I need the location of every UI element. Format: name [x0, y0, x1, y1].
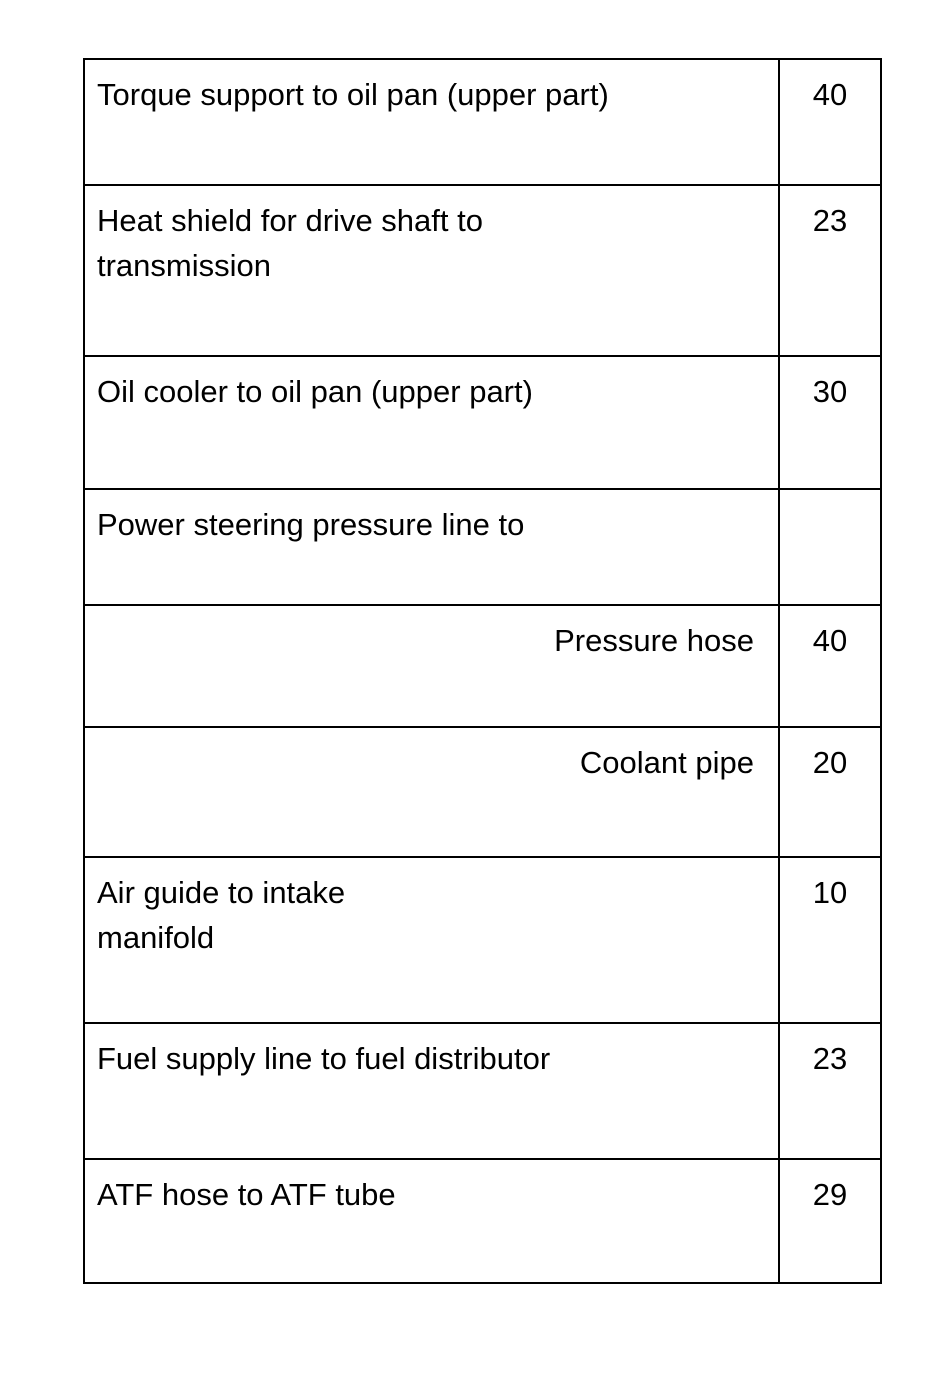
- description-text: transmission: [97, 248, 271, 283]
- description-cell: [84, 185, 779, 356]
- torque-value-cell: 23: [779, 185, 881, 356]
- table-row: [84, 857, 881, 1023]
- description-cell: [84, 356, 779, 489]
- torque-value-cell: 20: [779, 727, 881, 857]
- description-text: Heat shield for drive shaft to: [97, 203, 483, 238]
- table-row: [84, 356, 881, 489]
- torque-value-cell: 23: [779, 1023, 881, 1159]
- description-cell: [84, 857, 779, 1023]
- description-cell: [84, 489, 779, 605]
- torque-value-cell: 30: [779, 356, 881, 489]
- torque-value-cell: 10: [779, 857, 881, 1023]
- table-row: [84, 489, 881, 605]
- description-text: Oil cooler to oil pan (upper part): [97, 374, 533, 409]
- description-text: ATF hose to ATF tube: [97, 1177, 396, 1212]
- table-row: [84, 1023, 881, 1159]
- description-cell: [84, 1023, 779, 1159]
- torque-specification-table: [83, 58, 882, 1284]
- torque-value-cell: 29: [779, 1159, 881, 1283]
- torque-value-cell: [779, 489, 881, 605]
- description-cell: [84, 605, 779, 727]
- table-row: [84, 1159, 881, 1283]
- table-row: [84, 727, 881, 857]
- torque-value-cell: 40: [779, 59, 881, 185]
- description-cell: [84, 59, 779, 185]
- table-row: [84, 605, 881, 727]
- table-row: [84, 185, 881, 356]
- description-text: Torque support to oil pan (upper part): [97, 77, 609, 112]
- description-text: Coolant pipe: [579, 745, 754, 780]
- table-row: [84, 59, 881, 185]
- description-text: Pressure hose: [554, 623, 754, 658]
- torque-value-cell: 40: [779, 605, 881, 727]
- description-cell: [84, 727, 779, 857]
- description-text: manifold: [97, 920, 215, 955]
- description-text: Power steering pressure line to: [97, 507, 525, 542]
- description-text: Air guide to intake: [97, 875, 346, 910]
- description-cell: [84, 1159, 779, 1283]
- description-text: Fuel supply line to fuel distributor: [97, 1041, 551, 1076]
